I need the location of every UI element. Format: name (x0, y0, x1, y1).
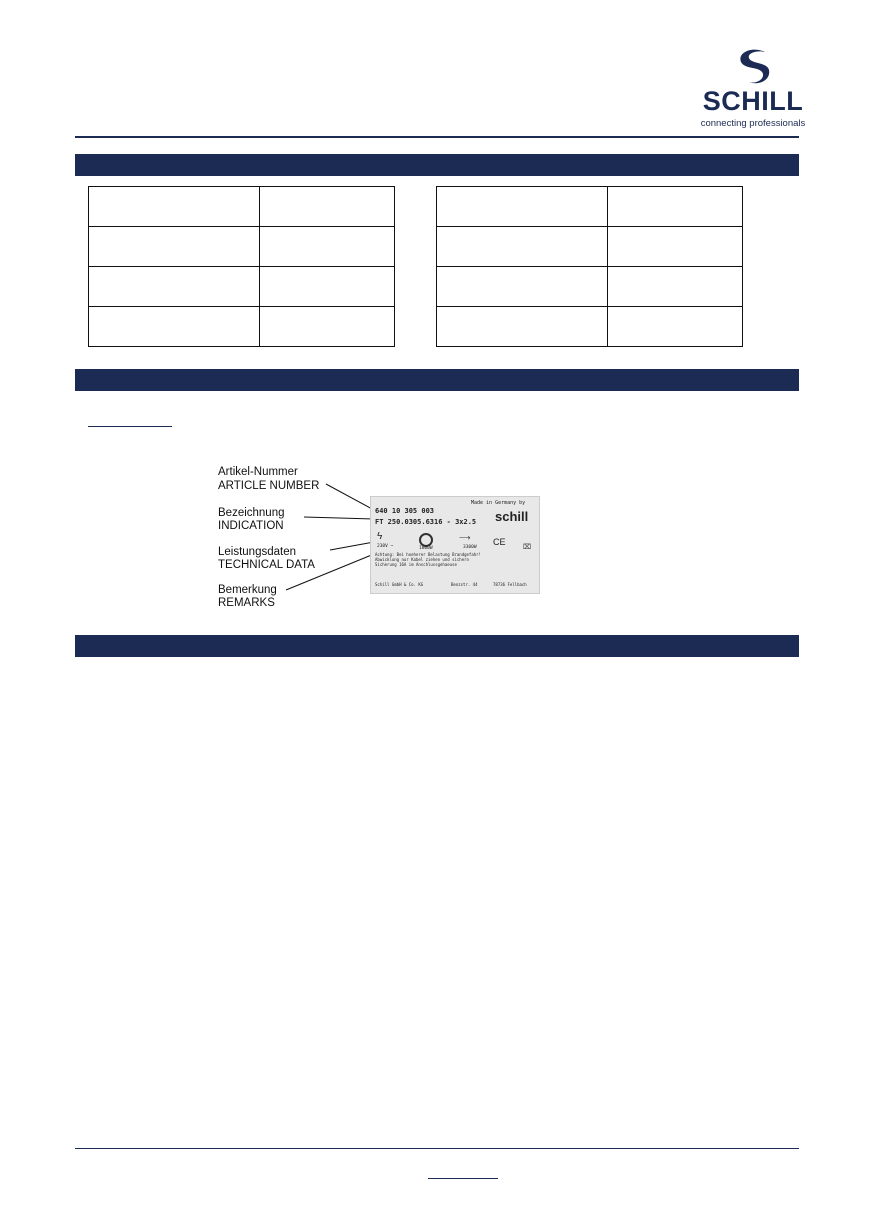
footer-link-underline[interactable] (428, 1178, 498, 1179)
info-table-right (436, 186, 743, 347)
plate-city: 78736 Fellbach (493, 582, 527, 587)
section-band (75, 154, 799, 176)
table-row (437, 307, 743, 347)
plate-power-1: 1800W (419, 546, 433, 551)
swoosh-icon (731, 48, 775, 86)
extended-cable-icon: ⟶ (459, 533, 471, 542)
table-row (89, 227, 395, 267)
table-row (89, 307, 395, 347)
nameplate-figure (210, 462, 540, 612)
plate-remark-3: Sicherung 16A im Anschlussgehaeuse (375, 562, 457, 567)
link-underline[interactable] (88, 426, 172, 427)
table-row (89, 187, 395, 227)
plate-article-number: 640 10 305 003 (375, 507, 435, 515)
label-article-de: Artikel-Nummer (218, 466, 298, 478)
plate-voltage: 230V ~ (377, 544, 394, 549)
schill-logo (698, 48, 808, 132)
plate-company: Schill GmbH & Co. KG (375, 582, 424, 587)
plate-remark-1: Achtung: Bei hoeherer Belastung Brandgefahr! (375, 552, 481, 557)
plate-made-in: Made in Germany by (471, 500, 526, 506)
table-row (437, 227, 743, 267)
label-article-en: ARTICLE NUMBER (218, 480, 320, 492)
label-indication-de: Bezeichnung (218, 507, 285, 519)
label-indication-en: INDICATION (218, 520, 284, 532)
section-band (75, 635, 799, 657)
plate-street: Benzstr. 44 (451, 582, 478, 587)
plate-power-2: 3300W (463, 545, 477, 550)
plate-designation: FT 250.0305.6316 - 3x2.5 (375, 518, 477, 526)
reel-icon (419, 533, 433, 547)
label-technical-de: Leistungsdaten (218, 546, 297, 558)
lightning-icon: ϟ (377, 531, 383, 542)
nameplate-photo (370, 496, 540, 594)
header-rule (75, 136, 799, 138)
label-remarks-de: Bemerkung (218, 584, 277, 596)
table-row (437, 187, 743, 227)
plate-ce-mark: CE (493, 537, 506, 547)
table-row (437, 267, 743, 307)
table-row (89, 267, 395, 307)
info-table-left (88, 186, 395, 347)
section-band (75, 369, 799, 391)
label-remarks-en: REMARKS (218, 597, 275, 609)
logo-wordmark: SCHILL (702, 86, 804, 116)
plate-brand: schill (495, 509, 529, 524)
footer-rule (75, 1148, 799, 1149)
weee-bin-icon: ⌧ (523, 544, 532, 551)
logo-tagline: connecting professionals (700, 118, 806, 129)
label-technical-en: TECHNICAL DATA (218, 559, 315, 571)
plate-remark-2: Abwicklung nur Kabel ziehen und sichern (375, 557, 469, 562)
